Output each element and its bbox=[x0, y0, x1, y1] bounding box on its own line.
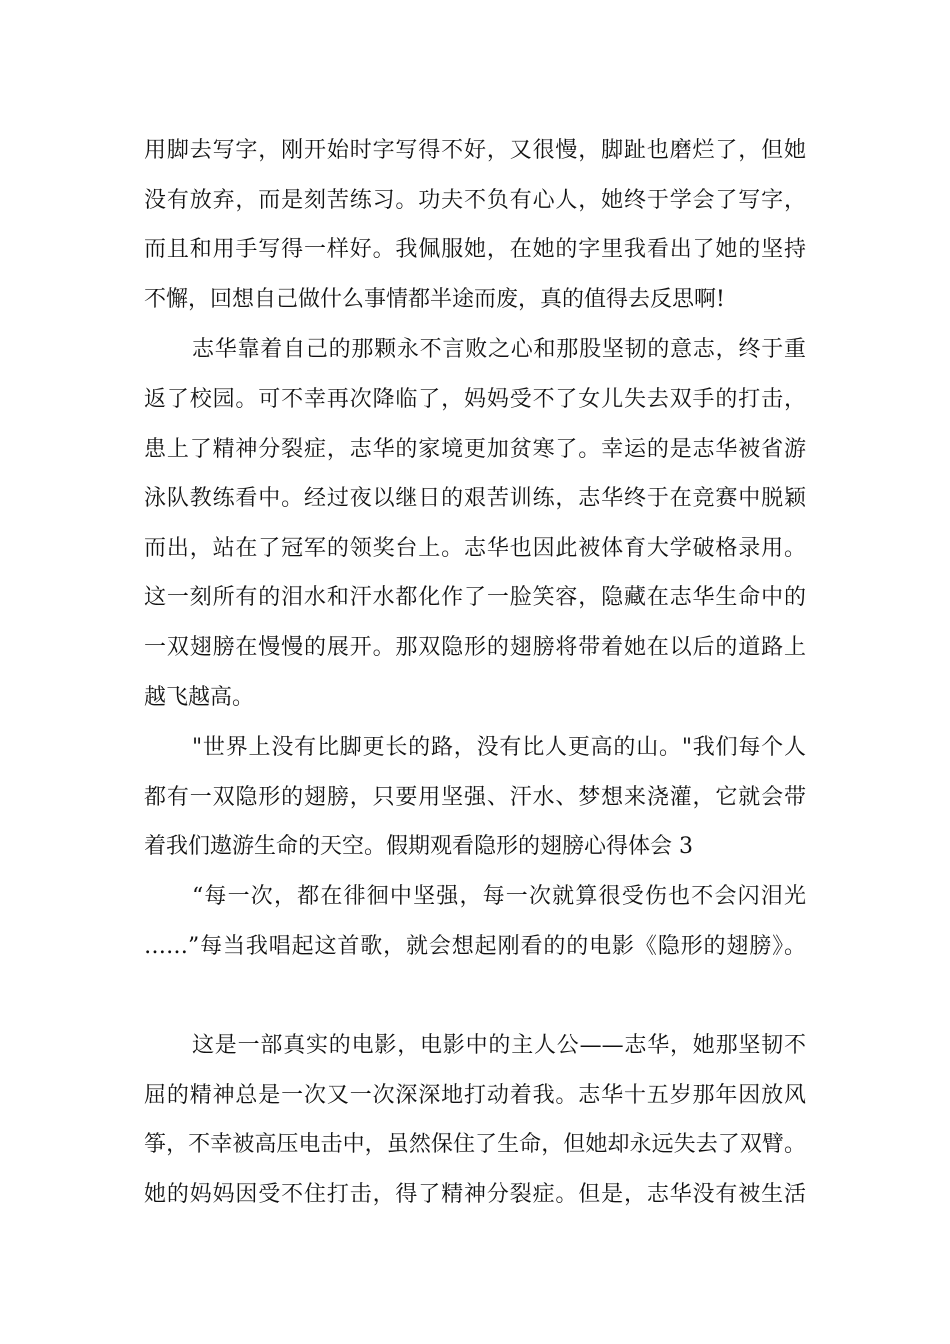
text-line-8: 泳队教练看中。经过夜以继日的艰苦训练，志华终于在竞赛中脱颖 bbox=[144, 486, 806, 511]
text-line-18: 这是一部真实的电影，电影中的主人公——志华，她那坚韧不 bbox=[192, 1033, 806, 1058]
text-line-9: 而出，站在了冠军的领奖台上。志华也因此被体育大学破格录用。 bbox=[144, 536, 806, 561]
text-line-16: “每一次，都在徘徊中坚强，每一次就算很受伤也不会闪泪光 bbox=[192, 884, 806, 909]
text-line-11: 一双翅膀在慢慢的展开。那双隐形的翅膀将带着她在以后的道路上 bbox=[144, 635, 806, 660]
text-line-2: 没有放弃，而是刻苦练习。功夫不负有心人，她终于学会了写字， bbox=[144, 188, 806, 213]
text-line-19: 屈的精神总是一次又一次深深地打动着我。志华十五岁那年因放风 bbox=[144, 1083, 806, 1108]
text-line-14: 都有一双隐形的翅膀，只要用坚强、汗水、梦想来浇灌，它就会带 bbox=[144, 785, 806, 810]
text-line-20: 筝，不幸被高压电击中，虽然保住了生命，但她却永远失去了双臂。 bbox=[144, 1132, 806, 1157]
text-line-12: 越飞越高。 bbox=[144, 685, 255, 710]
text-line-17: ……”每当我唱起这首歌，就会想起刚看的的电影《隐形的翅膀》。 bbox=[144, 934, 806, 959]
text-line-15: 着我们遨游生命的天空。假期观看隐形的翅膀心得体会 3 bbox=[144, 834, 693, 859]
text-line-21: 她的妈妈因受不住打击，得了精神分裂症。但是，志华没有被生活 bbox=[144, 1182, 806, 1207]
text-line-4: 不懈，回想自己做什么事情都半途而废，真的值得去反思啊! bbox=[144, 287, 725, 312]
text-line-3: 而且和用手写得一样好。我佩服她，在她的字里我看出了她的坚持 bbox=[144, 237, 806, 262]
text-line-6: 返了校园。可不幸再次降临了，妈妈受不了女儿失去双手的打击， bbox=[144, 387, 806, 412]
text-line-10: 这一刻所有的泪水和汗水都化作了一脸笑容，隐藏在志华生命中的 bbox=[144, 585, 806, 610]
text-line-1: 用脚去写字，刚开始时字写得不好，又很慢，脚趾也磨烂了，但她 bbox=[144, 138, 806, 163]
text-line-13: "世界上没有比脚更长的路，没有比人更高的山。"我们每个人 bbox=[192, 735, 806, 760]
text-line-5: 志华靠着自己的那颗永不言败之心和那股坚韧的意志，终于重 bbox=[192, 337, 806, 362]
text-line-7: 患上了精神分裂症，志华的家境更加贫寒了。幸运的是志华被省游 bbox=[144, 437, 806, 462]
